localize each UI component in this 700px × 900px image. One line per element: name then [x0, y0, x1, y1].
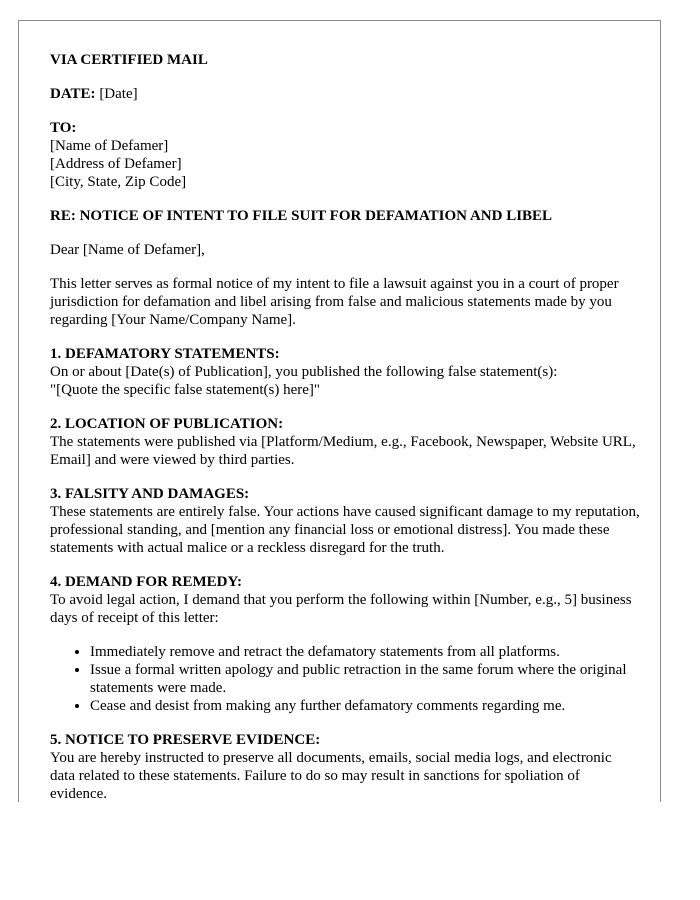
demand-item: • Issue a formal written apology and public retraction in the same forum where the original statements were made.	[90, 661, 640, 697]
section-body: You are hereby instructed to preserve all documents, emails, social media logs, and electronic data related to these statements. Failure to do so may result in sanctions for spoliation of evidence.	[50, 750, 612, 802]
section-heading: 3. FALSITY AND DAMAGES:	[50, 486, 250, 502]
section-body: On or about [Date(s) of Publication], you published the following false statement(s):	[50, 364, 558, 380]
section-heading: 1. DEFAMATORY STATEMENTS:	[50, 346, 280, 362]
section-demand-for-remedy	[50, 573, 640, 627]
demand-list	[50, 643, 640, 715]
salutation: Dear [Name of Defamer],	[50, 242, 205, 258]
intro-paragraph: This letter serves as formal notice of my intent to file a lawsuit against you in a court of proper jurisdiction for defamation and libel arising from false and malicious statements made by you regarding [Your Name/Company Name].	[50, 276, 619, 328]
date-label: DATE:	[50, 86, 96, 102]
recipient-address: [Address of Defamer]	[50, 156, 182, 172]
recipient-block	[50, 119, 640, 191]
date-value: [Date]	[95, 86, 138, 102]
section-body: To avoid legal action, I demand that you perform the following within [Number, e.g., 5] business days of receipt of this letter:	[50, 592, 632, 626]
section-falsity-and-damages	[50, 485, 640, 557]
date-line	[50, 85, 640, 103]
letter-content	[50, 51, 640, 802]
delivery-method: VIA CERTIFIED MAIL	[50, 52, 208, 68]
section-preserve-evidence	[50, 731, 640, 802]
section-body: The statements were published via [Platform/Medium, e.g., Facebook, Newspaper, Website URL, Email] and were viewed by third parties.	[50, 434, 636, 468]
subject-line: RE: NOTICE OF INTENT TO FILE SUIT FOR DEFAMATION AND LIBEL	[50, 208, 553, 224]
section-body: These statements are entirely false. Your actions have caused significant damage to my reputation, professional standing, and [mention any financial loss or emotional distress]. You made these statements with actual malice or a reckless disregard for the truth.	[50, 504, 640, 556]
section-heading: 2. LOCATION OF PUBLICATION:	[50, 416, 284, 432]
to-label: TO:	[50, 120, 77, 136]
demand-item: • Cease and desist from making any further defamatory comments regarding me.	[90, 697, 640, 715]
section-heading: 5. NOTICE TO PRESERVE EVIDENCE:	[50, 732, 321, 748]
section-location-of-publication	[50, 415, 640, 469]
recipient-name: [Name of Defamer]	[50, 138, 169, 154]
section-defamatory-statements	[50, 345, 640, 399]
recipient-city-state-zip: [City, State, Zip Code]	[50, 174, 187, 190]
section-heading: 4. DEMAND FOR REMEDY:	[50, 574, 242, 590]
quoted-statement: "[Quote the specific false statement(s) here]"	[50, 382, 321, 398]
letter-page	[18, 20, 661, 802]
demand-item: • Immediately remove and retract the defamatory statements from all platforms.	[90, 643, 640, 661]
